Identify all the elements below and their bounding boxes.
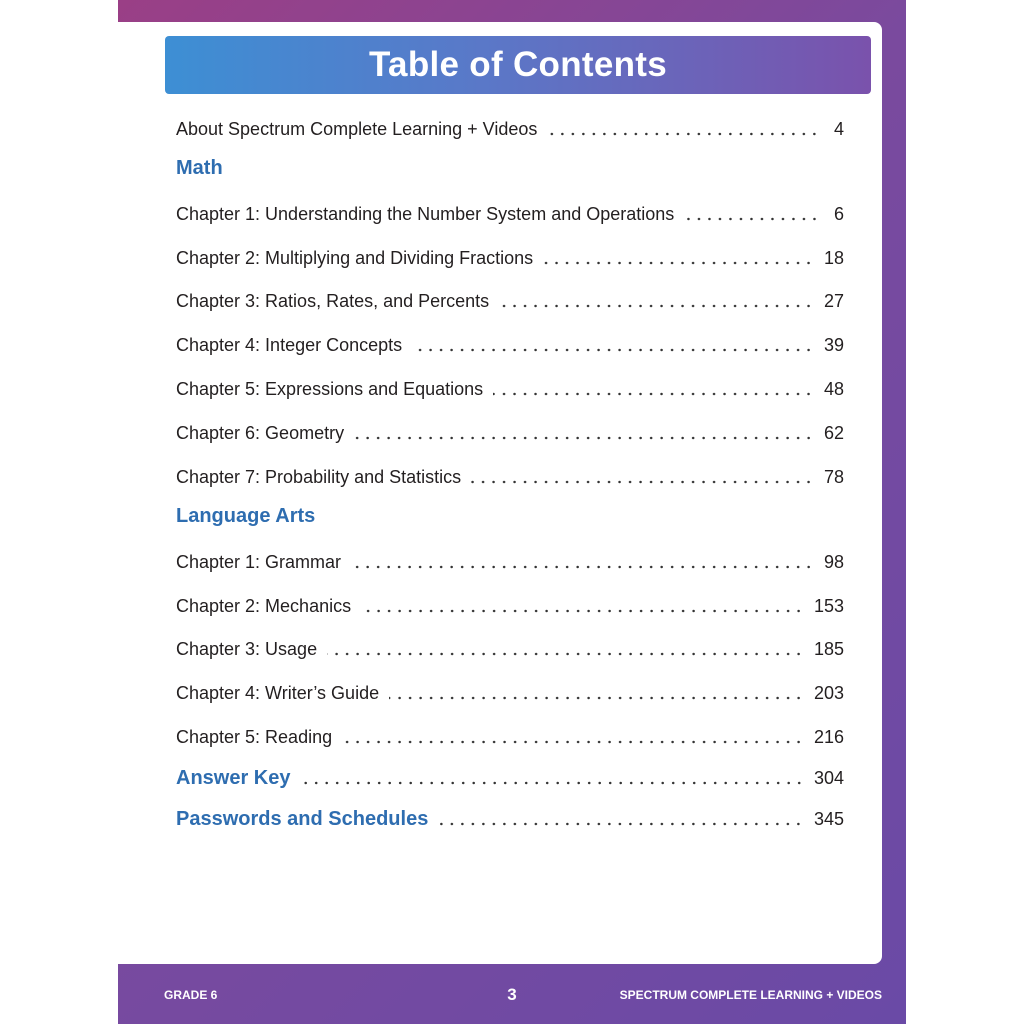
toc-entry-math-ch1[interactable] <box>176 200 844 228</box>
dot-leader <box>471 480 814 484</box>
toc-entry-label: Chapter 1: Understanding the Number System and Operations <box>176 203 675 224</box>
dot-leader <box>684 217 820 221</box>
dot-leader <box>499 304 814 308</box>
toc-entry-math-ch3[interactable] <box>176 287 844 315</box>
dot-leader <box>493 392 814 396</box>
toc-entry-page: 62 <box>823 422 844 443</box>
toc-entry-label: Chapter 4: Integer Concepts <box>176 334 403 355</box>
section-heading-language-arts: Language Arts <box>176 505 316 527</box>
toc-entry-label: Chapter 1: Grammar <box>176 551 342 572</box>
toc-entry-page: 48 <box>823 378 844 399</box>
dot-leader <box>547 132 820 136</box>
toc-entry-label: Chapter 7: Probability and Statistics <box>176 466 462 487</box>
toc-entry-page: 304 <box>813 767 844 788</box>
toc-entry-answer-key[interactable] <box>176 764 844 792</box>
toc-entry-math-ch7[interactable] <box>176 463 844 491</box>
dot-leader <box>389 696 804 700</box>
toc-entry-about[interactable] <box>176 115 844 143</box>
toc-entry-la-ch4[interactable] <box>176 679 844 707</box>
toc-entry-la-ch3[interactable] <box>176 635 844 663</box>
toc-entry-page: 203 <box>813 682 844 703</box>
toc-entry-passwords[interactable] <box>176 805 844 833</box>
toc-entry-page: 18 <box>823 247 844 268</box>
dot-leader <box>354 436 814 440</box>
toc-entry-page: 185 <box>813 638 844 659</box>
section-heading-math: Math <box>176 157 223 179</box>
dot-leader <box>351 565 814 569</box>
toc-entry-label: Chapter 2: Multiplying and Dividing Fractions <box>176 247 534 268</box>
title-banner <box>165 36 871 94</box>
toc-entry-page: 39 <box>823 334 844 355</box>
toc-entry-math-ch6[interactable] <box>176 419 844 447</box>
footer-grade: GRADE 6 <box>164 988 218 1002</box>
dot-leader <box>412 348 814 352</box>
footer-brand: SPECTRUM COMPLETE LEARNING + VIDEOS <box>619 988 882 1002</box>
toc-entry-math-ch5[interactable] <box>176 375 844 403</box>
dot-leader <box>361 609 804 613</box>
toc-entry-page: 98 <box>823 551 844 572</box>
dot-leader <box>342 740 804 744</box>
toc-entry-page: 4 <box>833 118 844 139</box>
toc-entry-math-ch4[interactable] <box>176 331 844 359</box>
toc-entry-label: About Spectrum Complete Learning + Videos <box>176 118 538 139</box>
dot-leader <box>543 261 814 265</box>
toc-entry-la-ch2[interactable] <box>176 592 844 620</box>
toc-entry-label: Passwords and Schedules <box>176 807 429 830</box>
toc-entry-label: Chapter 5: Expressions and Equations <box>176 378 484 399</box>
toc-entry-la-ch5[interactable] <box>176 723 844 751</box>
toc-entry-page: 6 <box>833 203 844 224</box>
toc-entry-la-ch1[interactable] <box>176 548 844 576</box>
dot-leader <box>301 781 804 785</box>
toc-entry-label: Chapter 5: Reading <box>176 726 333 747</box>
toc-entry-label: Chapter 3: Ratios, Rates, and Percents <box>176 290 490 311</box>
page-title: Table of Contents <box>368 45 668 84</box>
footer-page-number: 3 <box>507 985 517 1004</box>
toc-entry-page: 78 <box>823 466 844 487</box>
toc-entry-label: Chapter 2: Mechanics <box>176 595 352 616</box>
toc-entry-page: 153 <box>813 595 844 616</box>
toc-entry-label: Chapter 4: Writer’s Guide <box>176 682 380 703</box>
toc-entry-label: Chapter 6: Geometry <box>176 422 345 443</box>
toc-entry-label: Chapter 3: Usage <box>176 638 318 659</box>
toc-entry-math-ch2[interactable] <box>176 244 844 272</box>
toc-entry-page: 345 <box>813 808 844 829</box>
toc-entry-label: Answer Key <box>176 766 291 789</box>
dot-leader <box>438 822 804 826</box>
dot-leader <box>327 652 804 656</box>
toc-entry-page: 27 <box>823 290 844 311</box>
toc-entry-page: 216 <box>813 726 844 747</box>
